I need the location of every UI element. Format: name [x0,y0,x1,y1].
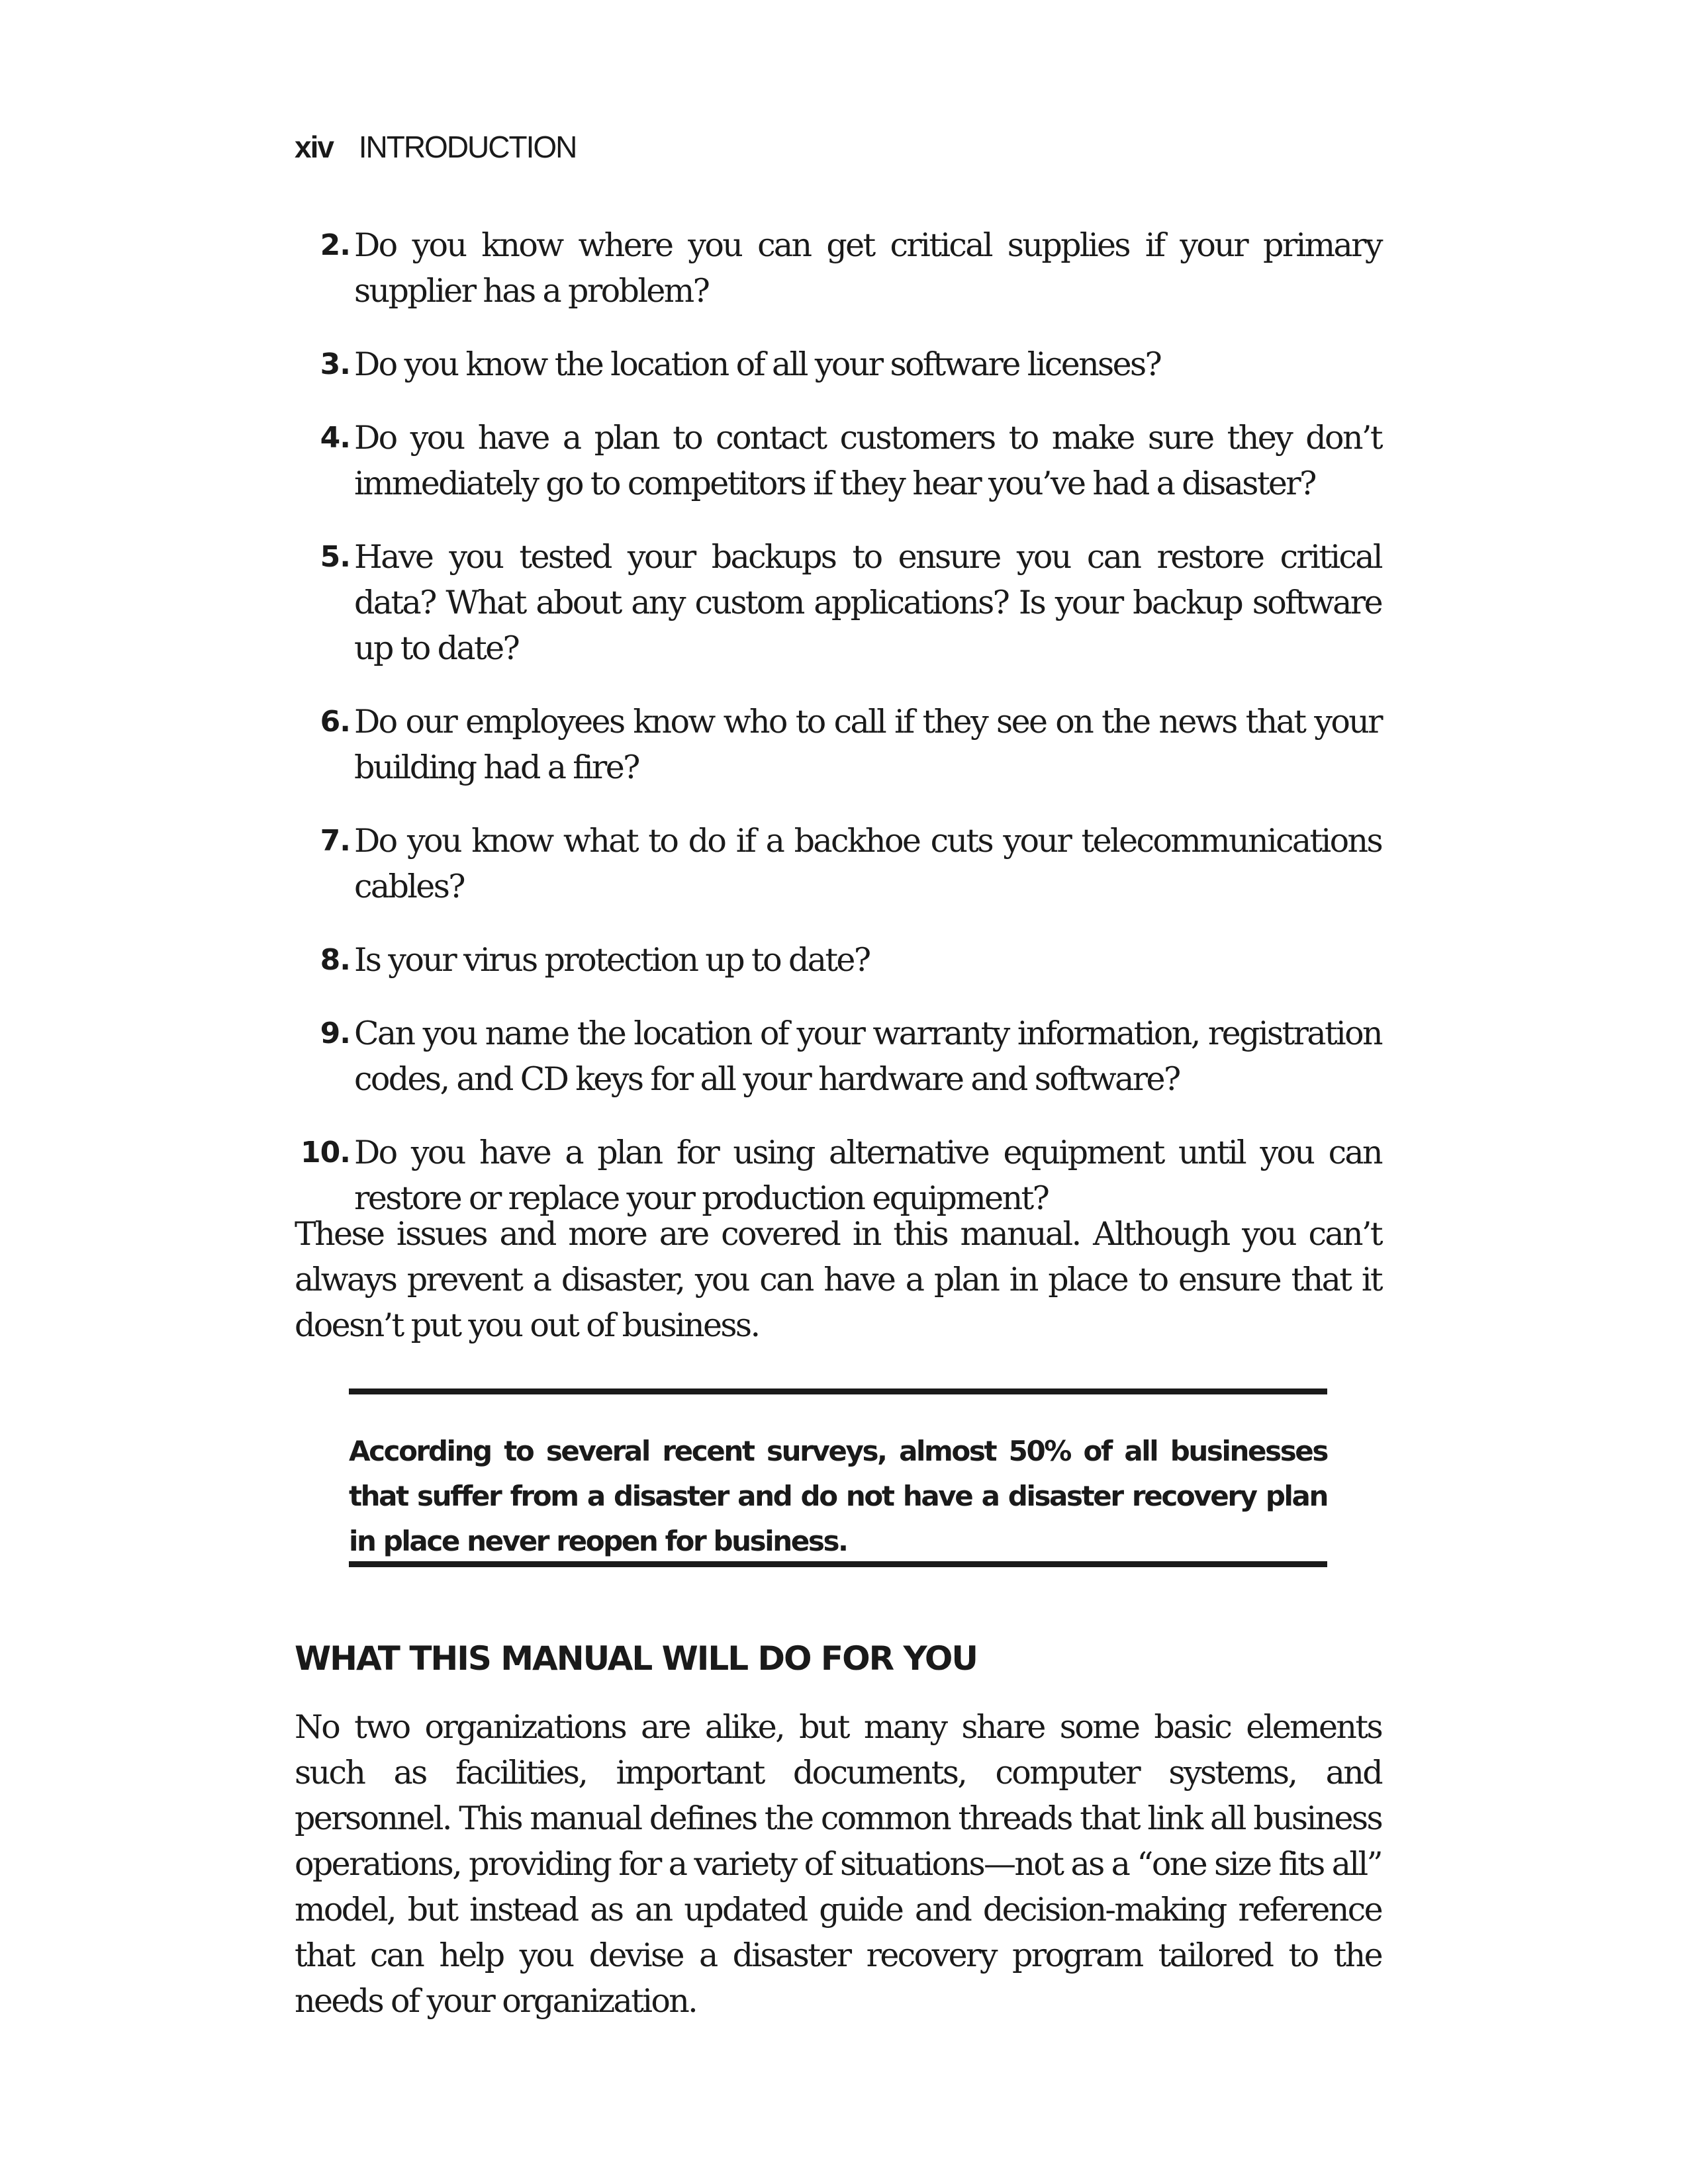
list-item-text: Do you know where you can get critical supplies if your primary supplier has a problem? [354,226,1382,310]
list-item-text: Can you name the location of your warranty information, registration codes, and CD keys for all your hardware and software? [354,1015,1382,1098]
body-paragraph: No two organizations are alike, but many share some basic elements such as facilities, important documents, computer systems, and personnel. This manual defines the common threads that link all business operations, providing for a variety of situations—not as a “one size fits all” model, but instead as an updated guide and decision-making reference that can help you devise a disaster recovery program tailored to the needs of your organization. [295,1708,1382,2020]
list-item-number: 7. [320,824,350,858]
section-heading: WHAT THIS MANUAL WILL DO FOR YOU [295,1639,978,1678]
list-item [295,937,1382,983]
list-item-text: Do you have a plan to contact customers to make sure they don’t immediately go to competitors if they hear you’ve had a disaster? [354,419,1382,502]
page-number: xiv [295,130,333,164]
list-item-number: 9. [320,1017,350,1050]
list-item-number: 5. [320,540,350,574]
list-item [295,1011,1382,1102]
list-item-number: 10. [301,1136,350,1169]
question-list [295,222,1382,1249]
list-item-text: Do you know what to do if a backhoe cuts your telecommunications cables? [354,822,1382,905]
body-paragraph: These issues and more are covered in this manual. Although you can’t always prevent a disaster, you can have a plan in place to ensure that it doesn’t put you out of business. [295,1215,1382,1344]
list-item-text: Do you have a plan for using alternative equipment until you can restore or replace your production equipment? [354,1134,1382,1217]
list-item-text: Have you tested your backups to ensure you can restore critical data? What about any custom applications? Is your backup software up to date? [354,538,1382,667]
list-item-number: 8. [320,943,350,977]
list-item [295,534,1382,671]
callout-box [349,1388,1327,1567]
list-item-text: Is your virus protection up to date? [354,941,870,979]
running-head [295,127,576,167]
list-item [295,1130,1382,1221]
list-item [295,415,1382,506]
section-title: INTRODUCTION [358,130,577,164]
list-item-number: 2. [320,228,350,262]
list-item-number: 3. [320,347,350,381]
list-item-number: 6. [320,705,350,739]
list-item-text: Do our employees know who to call if they see on the news that your building had a fire? [354,703,1382,786]
list-item-text: Do you know the location of all your software licenses? [354,345,1161,383]
list-item [295,222,1382,314]
list-item [295,699,1382,790]
list-item [295,818,1382,909]
list-item-number: 4. [320,421,350,455]
callout-text: According to several recent surveys, almost 50% of all businesses that suffer from a disaster and do not have a disaster recovery plan in place never reopen for business. [349,1435,1327,1557]
list-item [295,341,1382,387]
